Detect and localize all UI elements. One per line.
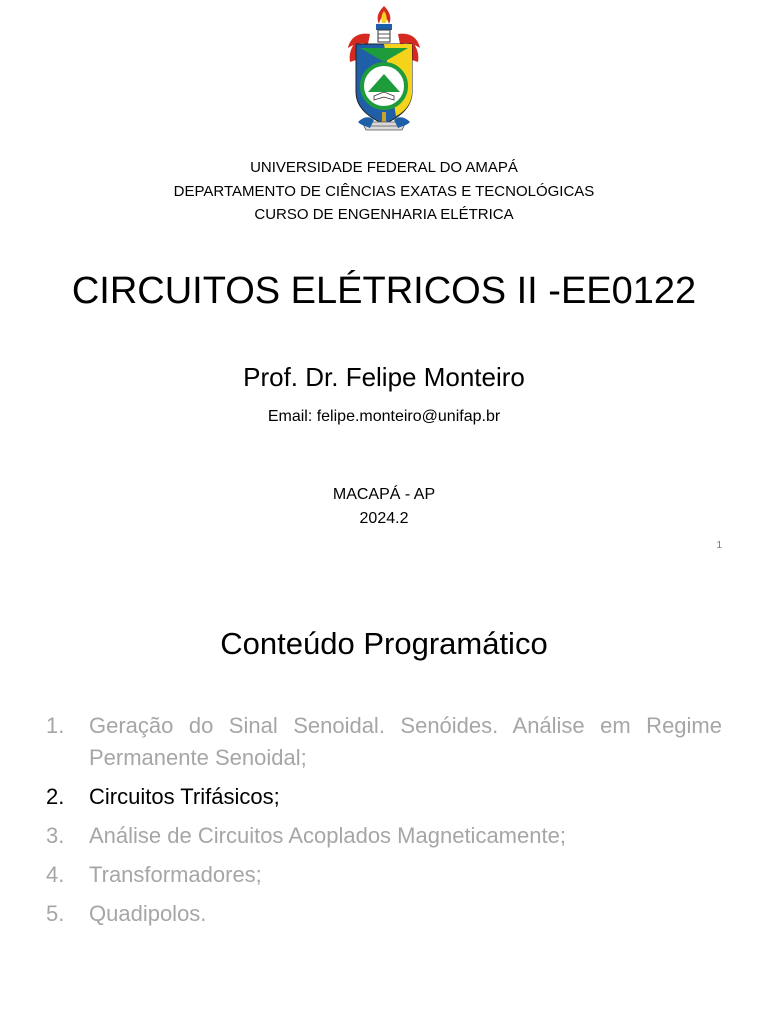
location: MACAPÁ - AP xyxy=(332,486,436,503)
topic-item-active xyxy=(46,781,722,813)
location-block xyxy=(0,483,768,531)
course-title: CIRCUITOS ELÉTRICOS II -EE0122 xyxy=(71,270,697,312)
topic-number: 5. xyxy=(46,901,65,926)
topic-number: 1. xyxy=(46,713,65,738)
course-program-name: CURSO DE ENGENHARIA ELÉTRICA xyxy=(254,206,514,223)
topic-item xyxy=(46,898,722,930)
slide-number: 1 xyxy=(716,540,722,551)
topic-list xyxy=(46,710,722,937)
topic-number: 2. xyxy=(46,784,65,809)
topic-text: Análise de Circuitos Acoplados Magneticamente; xyxy=(89,823,566,848)
department-name: DEPARTAMENTO DE CIÊNCIAS EXATAS E TECNOLÓGICAS xyxy=(173,182,595,200)
topic-text: Circuitos Trifásicos; xyxy=(89,784,280,809)
topic-number: 4. xyxy=(46,862,65,887)
topic-text: Transformadores; xyxy=(89,862,262,887)
topic-item xyxy=(46,710,722,774)
topic-item xyxy=(46,820,722,852)
section-title: Conteúdo Programático xyxy=(220,626,548,661)
topic-text: Geração do Sinal Senoidal. Senóides. Análise em Regime Permanente Senoidal; xyxy=(89,713,722,770)
university-logo-icon xyxy=(340,4,428,140)
semester: 2024.2 xyxy=(359,510,409,527)
professor-email: Email: felipe.monteiro@unifap.br xyxy=(267,408,501,425)
institution-block xyxy=(0,156,768,227)
topic-number: 3. xyxy=(46,823,65,848)
topic-text: Quadipolos. xyxy=(89,901,207,926)
university-name: UNIVERSIDADE FEDERAL DO AMAPÁ xyxy=(250,159,518,176)
topic-item xyxy=(46,859,722,891)
professor-name: Prof. Dr. Felipe Monteiro xyxy=(243,362,525,392)
content-slide xyxy=(0,576,768,1024)
